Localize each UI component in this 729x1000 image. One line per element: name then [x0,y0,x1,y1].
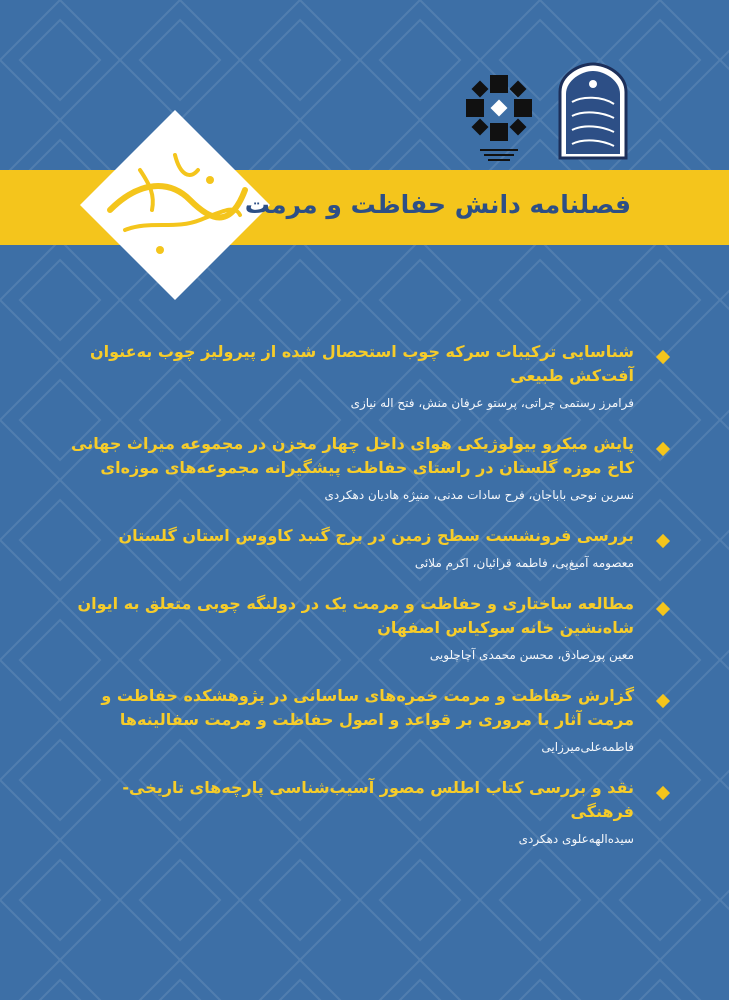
article-authors: نسرین نوحی باباجان، فرح سادات مدنی، منیژه هادیان دهکردی [324,488,634,502]
article-title: نقد و بررسی کتاب اطلس مصور آسیب‌شناسی پارچه‌های تاریخی-فرهنگی [122,778,634,821]
article-title: بررسی فرونشست سطح زمین در برج گنبد کاووس استان گلستان [118,526,634,545]
article-title: پایش میکرو بیولوژیکی هوای داخل چهار مخزن در مجموعه میراث جهانی کاخ موزه گلستان در راستای حفاظت پیشگیرانه مجموعه‌های موزه‌ای [71,434,634,477]
journal-calligraphy-logo [80,110,270,300]
article-item [64,432,634,504]
journal-title: فصلنامه دانش حفاظت و مرمت [244,190,631,219]
article-title: گزارش حفاظت و مرمت خمره‌های ساسانی در پژوهشکده حفاظت و مرمت آثار با مروری بر قواعد و اصول حفاظت و مرمت سفالینه‌ها [101,686,634,729]
article-authors: فرامرز رستمی چراتی، پرستو عرفان منش، فتح اله نیازی [350,396,634,410]
article-authors: سیده‌الهه‌علوی دهکردی [518,832,634,846]
article-list [64,340,634,868]
article-authors: معین پورصادق، محسن محمدی آچاچلویی [429,648,634,662]
article-item [64,340,634,412]
publisher-logo-icon [466,75,532,165]
article-authors: فاطمه‌علی‌میرزایی [541,740,634,754]
article-item [64,684,634,756]
seal-logo-icon [558,62,628,160]
article-authors: معصومه آمیغ‌پی، فاطمه قرائیان، اکرم ملائی [414,556,634,570]
article-item [64,524,634,572]
article-item [64,592,634,664]
article-item [64,776,634,848]
article-title: شناسایی ترکیبات سرکه چوب استحصال شده از پیرولیز چوب به‌عنوان آفت‌کش طبیعی [89,342,634,385]
article-title: مطالعه ساختاری و حفاظت و مرمت یک در دولنگه چوبی متعلق به ایوان شاه‌نشین خانه سوکیاس اصفهان [77,594,634,637]
